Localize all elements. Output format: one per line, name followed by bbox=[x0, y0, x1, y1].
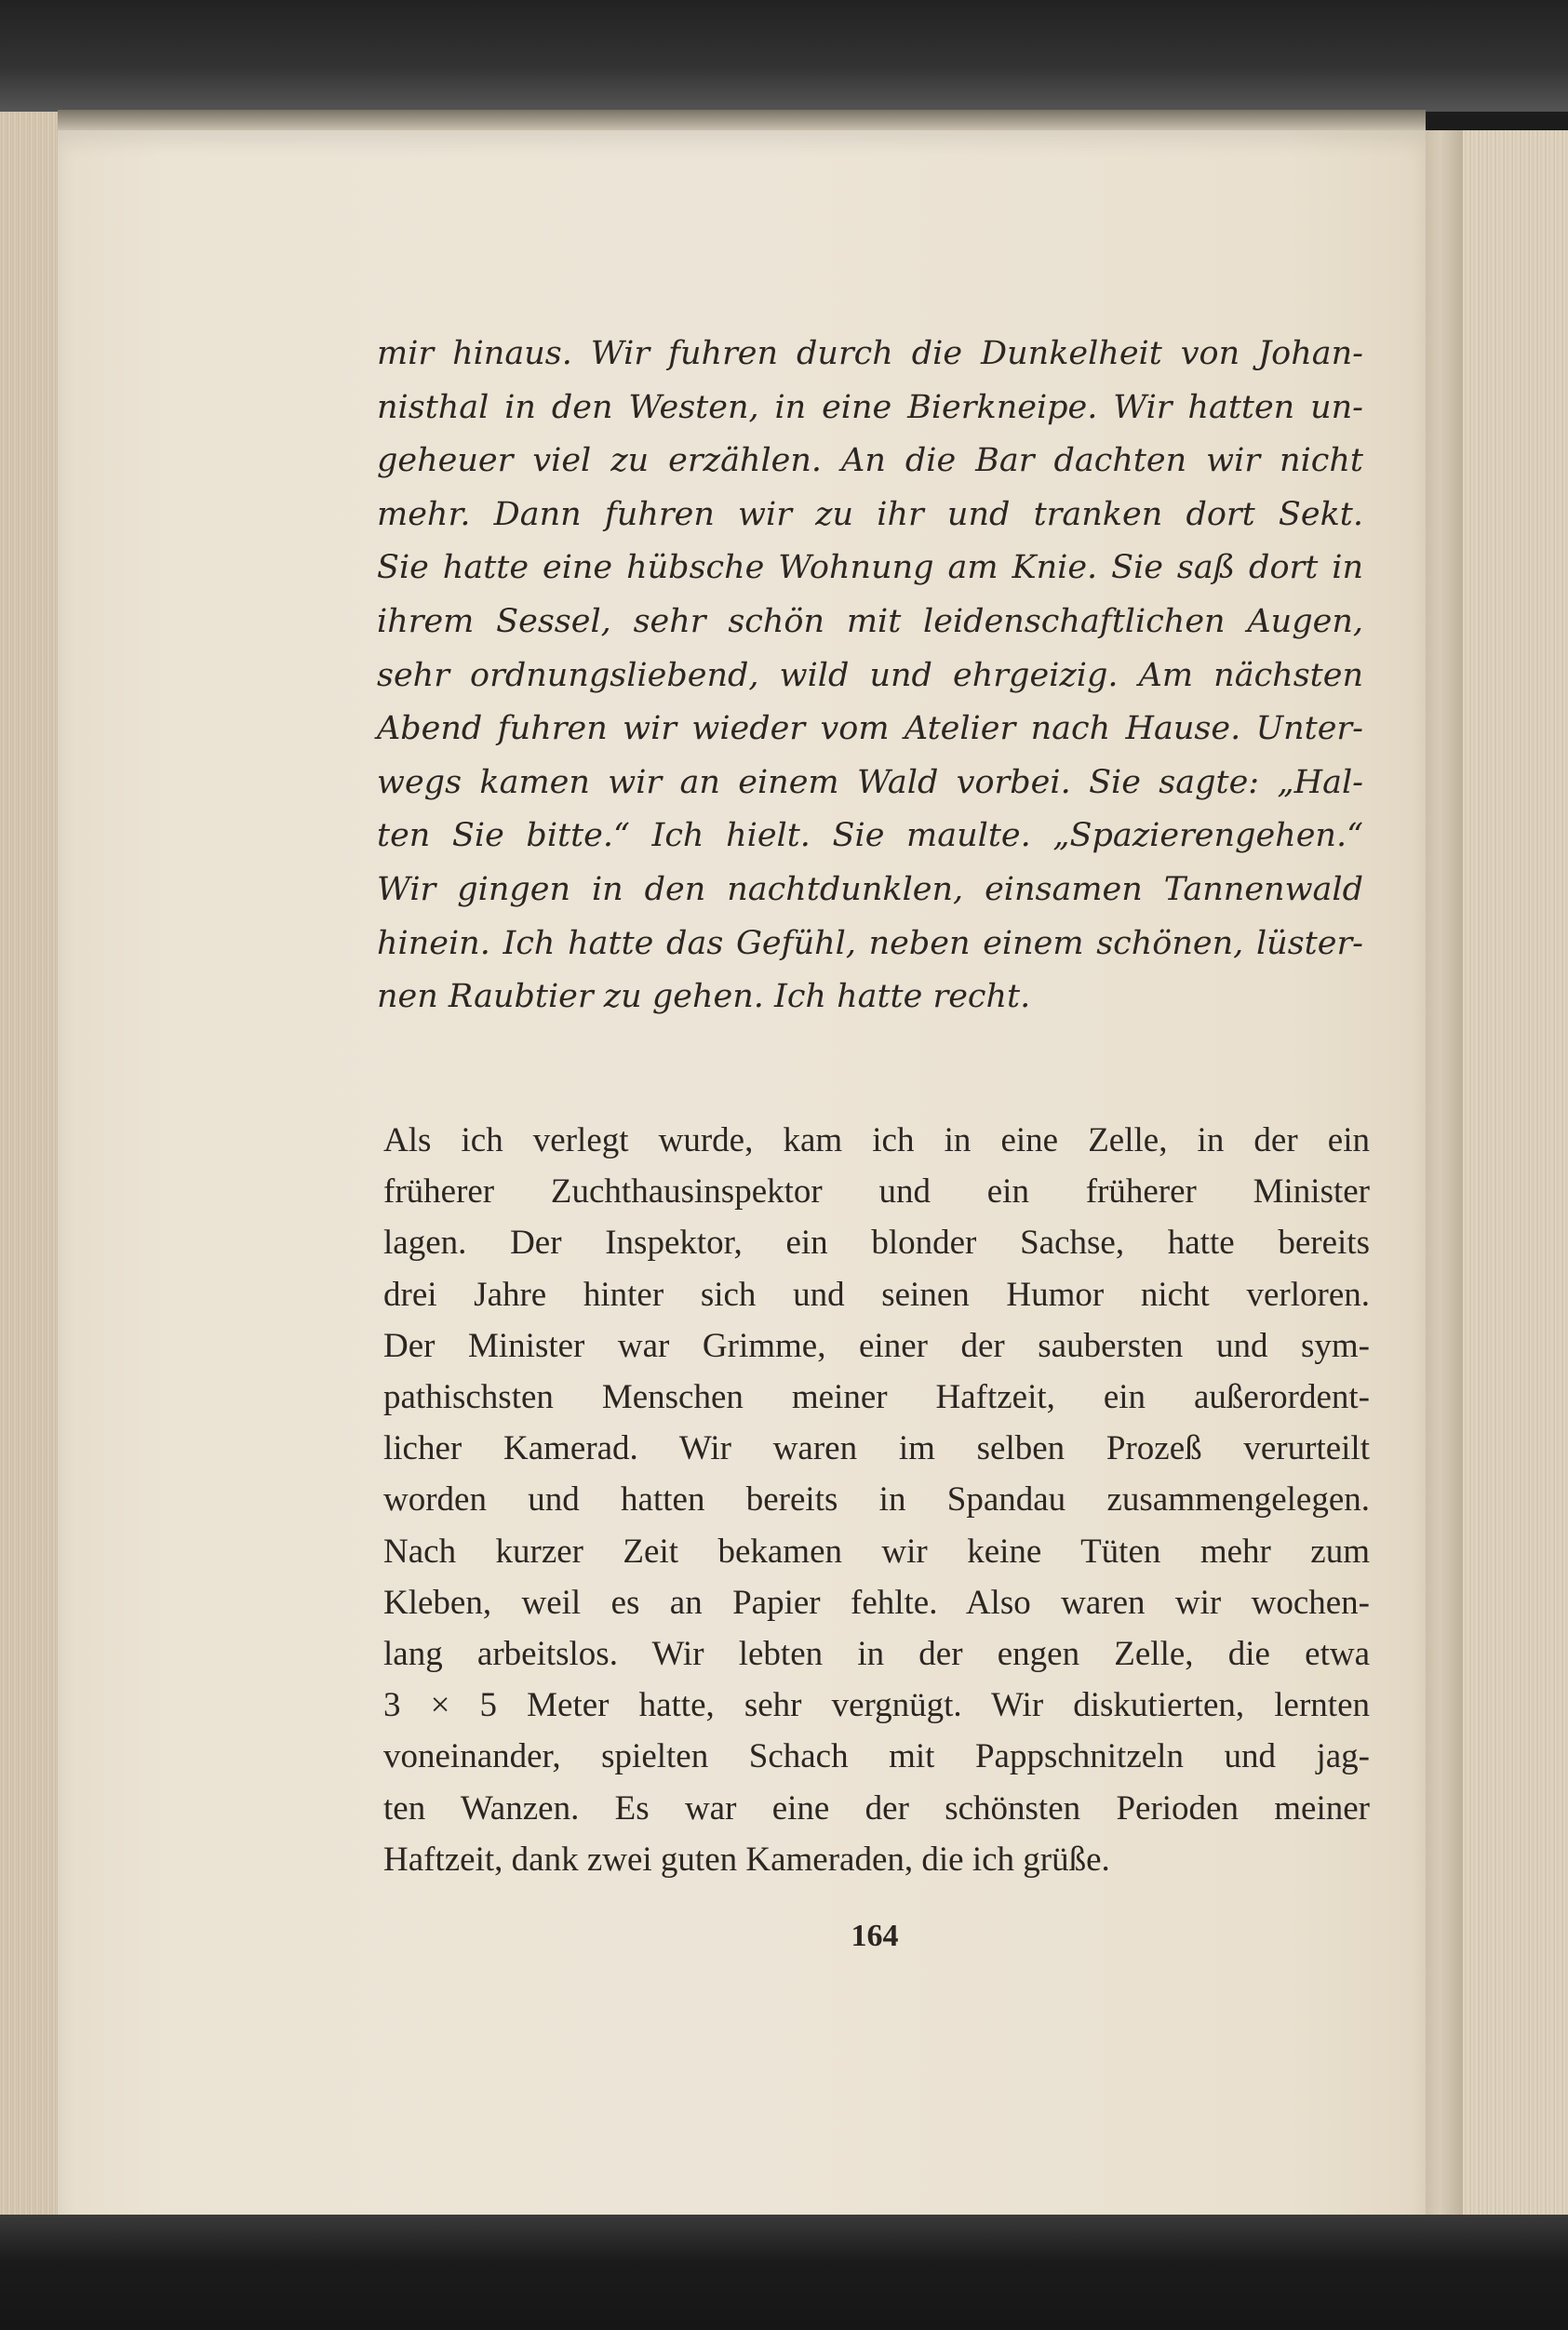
italic-passage bbox=[377, 328, 1363, 1024]
text-line: Haftzeit, dank zwei guten Kameraden, die ich grüße. bbox=[383, 1840, 1110, 1879]
text-line: sehr ordnungsliebend, wild und ehrgeizig. Am nächsten bbox=[377, 656, 1363, 694]
text-line: ten Wanzen. Es war eine der schönsten Perioden meiner bbox=[383, 1788, 1370, 1828]
text-line: licher Kamerad. Wir waren im selben Prozeß verurteilt bbox=[383, 1429, 1370, 1468]
roman-passage bbox=[383, 1115, 1370, 1885]
page-number: 164 bbox=[851, 1919, 899, 1953]
page-stack-left bbox=[0, 112, 65, 2216]
text-line: lang arbeitslos. Wir lebten in der engen Zelle, die etwa bbox=[383, 1635, 1370, 1674]
text-line: pathischsten Menschen meiner Haftzeit, ein außerordent- bbox=[383, 1378, 1370, 1417]
text-line: Nach kurzer Zeit bekamen wir keine Tüten mehr zum bbox=[383, 1532, 1370, 1571]
text-line: mir hinaus. Wir fuhren durch die Dunkelheit von Johan- bbox=[377, 335, 1363, 372]
text-line: Abend fuhren wir wieder vom Atelier nach Hause. Unter- bbox=[377, 710, 1363, 748]
page-gutter bbox=[1426, 130, 1463, 2215]
page-stack-right bbox=[1463, 130, 1568, 2215]
text-line: voneinander, spielten Schach mit Pappschnitzeln und jag- bbox=[383, 1737, 1370, 1776]
text-line: früherer Zuchthausinspektor und ein früherer Minister bbox=[383, 1172, 1370, 1212]
scanner-bottom-edge bbox=[0, 2215, 1568, 2330]
text-line: lagen. Der Inspektor, ein blonder Sachse, hatte bereits bbox=[383, 1224, 1370, 1263]
text-line: mehr. Dann fuhren wir zu ihr und tranken dort Sekt. bbox=[377, 495, 1363, 533]
scanner-top-edge bbox=[0, 0, 1568, 112]
text-line: worden und hatten bereits in Spandau zusammengelegen. bbox=[383, 1480, 1370, 1520]
text-line: ihrem Sessel, sehr schön mit leidenschaftlichen Augen, bbox=[377, 602, 1363, 640]
text-line: nen Raubtier zu gehen. Ich hatte recht. bbox=[377, 978, 1031, 1016]
text-line: geheuer viel zu erzählen. An die Bar dachten wir nicht bbox=[377, 442, 1363, 480]
text-line: hinein. Ich hatte das Gefühl, neben einem schönen, lüster- bbox=[377, 924, 1363, 962]
text-line: Sie hatte eine hübsche Wohnung am Knie. Sie saß dort in bbox=[377, 549, 1363, 587]
text-line: Der Minister war Grimme, einer der saubersten und sym- bbox=[383, 1326, 1370, 1365]
text-line: ten Sie bitte.“ Ich hielt. Sie maulte. „Spazierengehen.“ bbox=[377, 817, 1363, 855]
text-line: drei Jahre hinter sich und seinen Humor nicht verloren. bbox=[383, 1275, 1370, 1314]
text-line: Als ich verlegt wurde, kam ich in eine Zelle, in der ein bbox=[383, 1121, 1370, 1159]
text-line: 3 × 5 Meter hatte, sehr vergnügt. Wir diskutierten, lernten bbox=[383, 1686, 1370, 1725]
text-line: wegs kamen wir an einem Wald vorbei. Sie sagte: „Hal- bbox=[377, 763, 1363, 801]
text-line: Wir gingen in den nachtdunklen, einsamen Tannenwald bbox=[377, 870, 1363, 908]
text-line: Kleben, weil es an Papier fehlte. Also waren wir wochen- bbox=[383, 1583, 1370, 1622]
text-line: nisthal in den Westen, in eine Bierkneipe. Wir hatten un- bbox=[377, 388, 1363, 426]
